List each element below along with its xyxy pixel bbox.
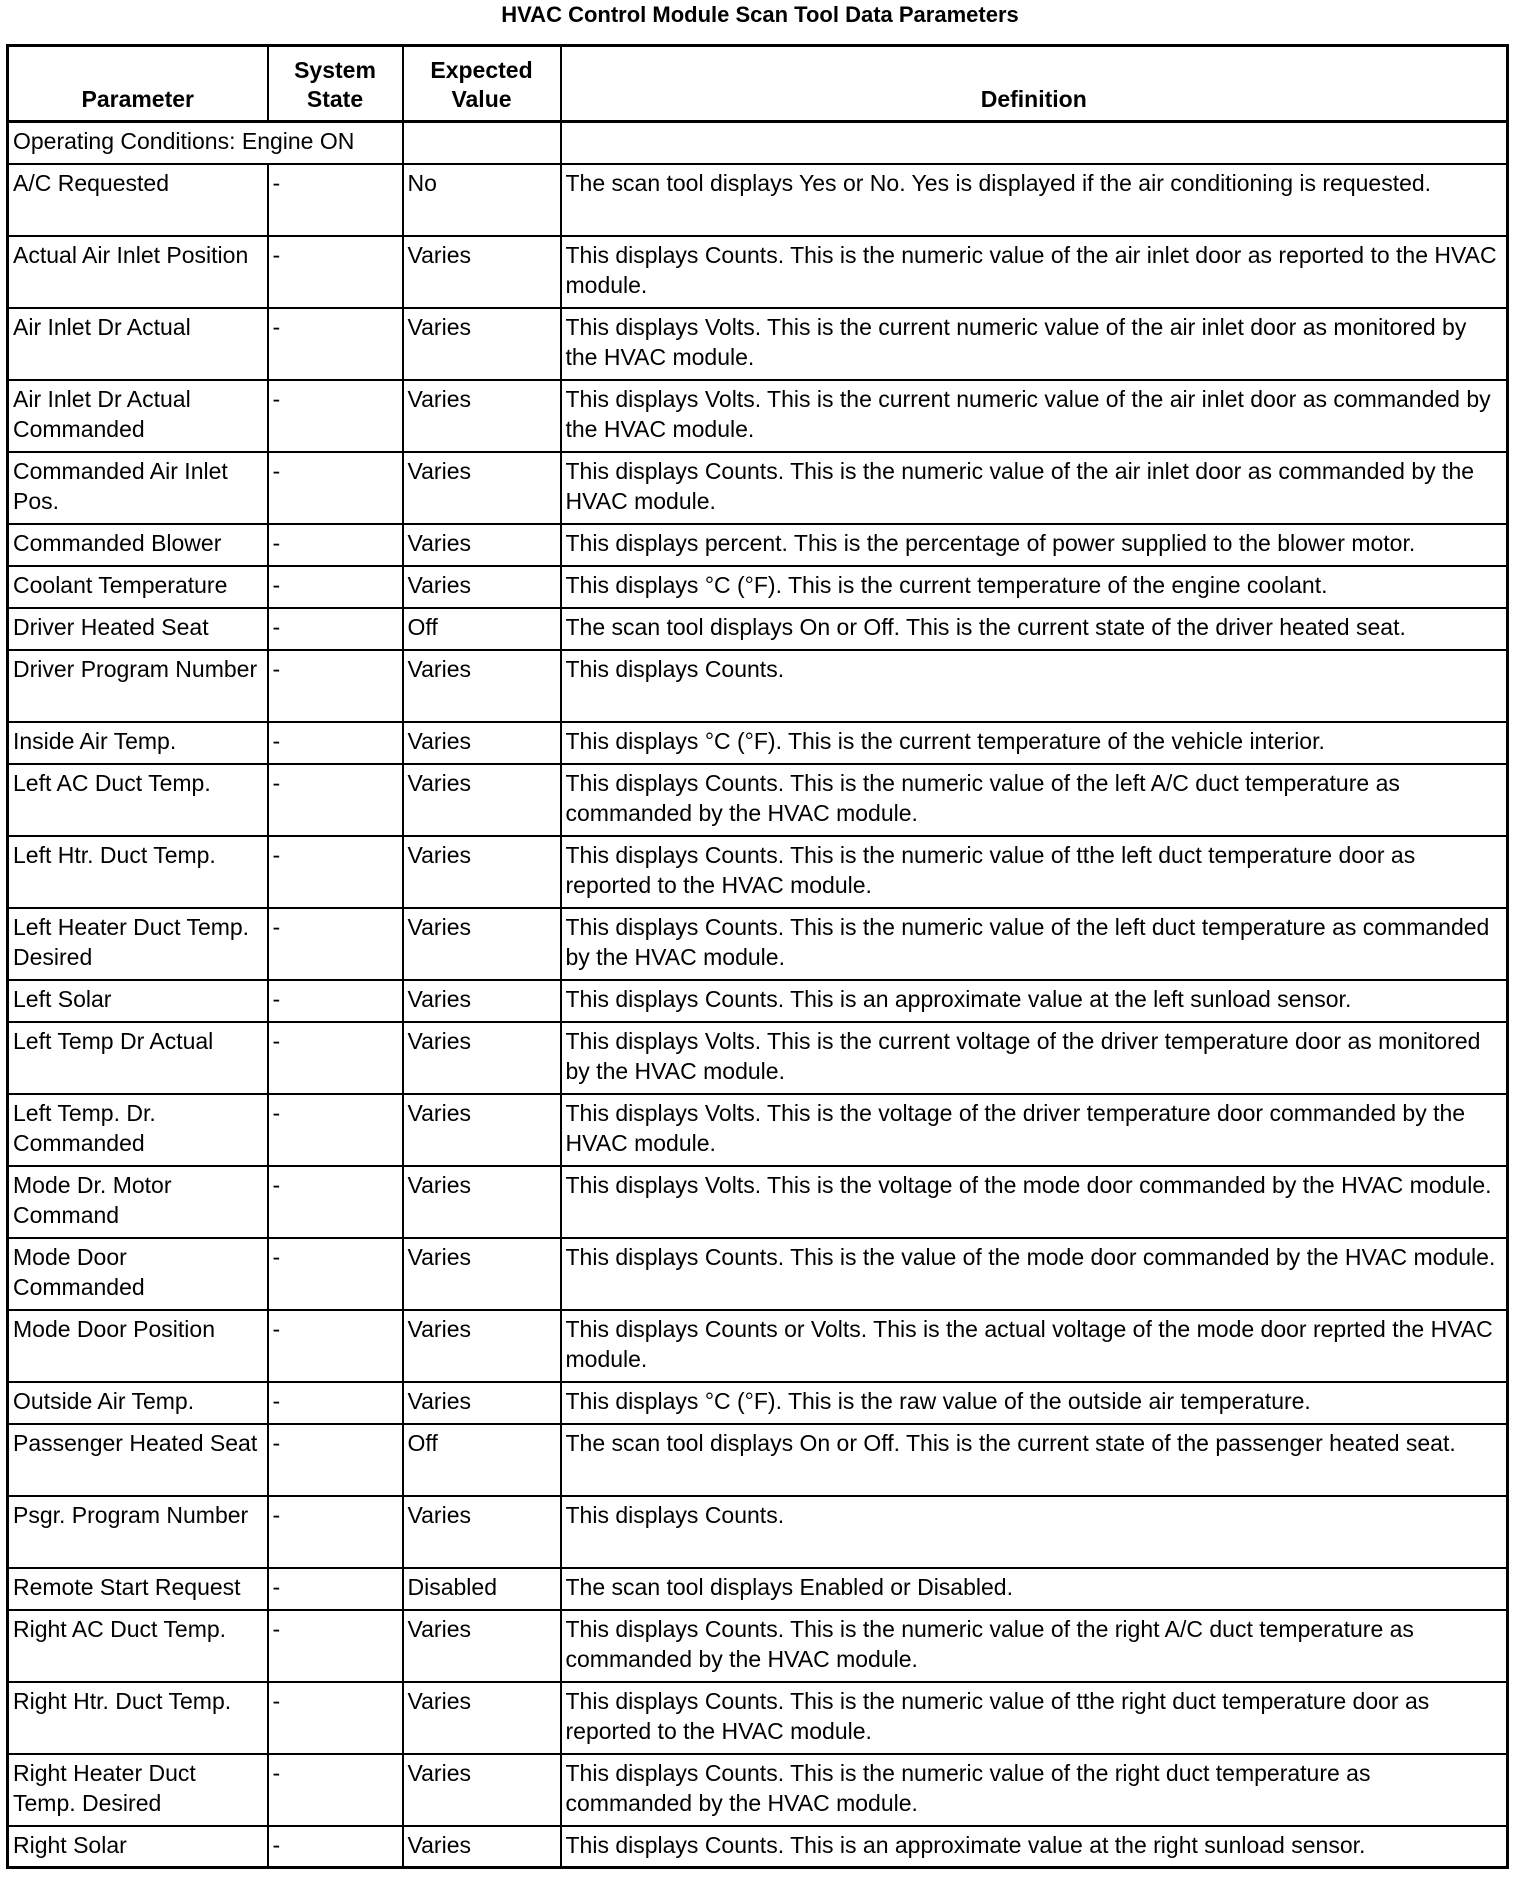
system-state-cell: - [268,524,403,566]
system-state-cell: - [268,908,403,980]
parameter-cell: Right Htr. Duct Temp. [8,1682,268,1754]
expected-value-cell: Varies [403,308,561,380]
expected-value-cell: Varies [403,908,561,980]
expected-value-cell: Varies [403,1094,561,1166]
system-state-cell: - [268,164,403,236]
expected-value-cell: Off [403,608,561,650]
definition-cell: This displays percent. This is the percentage of power supplied to the blower motor. [561,524,1508,566]
table-row [8,1496,1508,1568]
section-empty-cell [561,122,1508,164]
expected-value-cell: Varies [403,980,561,1022]
parameter-cell: Right Heater Duct Temp. Desired [8,1754,268,1826]
parameter-cell: A/C Requested [8,164,268,236]
parameter-cell: Remote Start Request [8,1568,268,1610]
expected-value-cell: Varies [403,1496,561,1568]
definition-cell: This displays Volts. This is the current numeric value of the air inlet door as monitored by the HVAC module. [561,308,1508,380]
parameter-cell: Psgr. Program Number [8,1496,268,1568]
table-row [8,236,1508,308]
table-row [8,1382,1508,1424]
table-row [8,608,1508,650]
expected-value-cell: Disabled [403,1568,561,1610]
parameter-cell: Air Inlet Dr Actual Commanded [8,380,268,452]
parameter-cell: Driver Heated Seat [8,608,268,650]
parameter-cell: Passenger Heated Seat [8,1424,268,1496]
system-state-cell: - [268,1382,403,1424]
definition-cell: This displays Counts. This is the numeric value of the air inlet door as commanded by the HVAC module. [561,452,1508,524]
parameter-cell: Mode Dr. Motor Command [8,1166,268,1238]
definition-cell: This displays °C (°F). This is the current temperature of the vehicle interior. [561,722,1508,764]
system-state-cell: - [268,1826,403,1868]
definition-cell: This displays Counts. [561,1496,1508,1568]
table-row [8,1610,1508,1682]
system-state-cell: - [268,764,403,836]
expected-value-cell: Varies [403,722,561,764]
system-state-cell: - [268,1238,403,1310]
system-state-cell: - [268,1568,403,1610]
definition-cell: This displays Counts. This is the numeric value of tthe right duct temperature door as reported to the HVAC module. [561,1682,1508,1754]
expected-value-cell: Varies [403,380,561,452]
system-state-cell: - [268,1754,403,1826]
definition-cell: This displays Counts. This is an approximate value at the left sunload sensor. [561,980,1508,1022]
expected-value-cell: Varies [403,1826,561,1868]
document-title: HVAC Control Module Scan Tool Data Parameters [501,2,1019,27]
header-row [8,46,1508,122]
system-state-cell: - [268,1610,403,1682]
header-system-state: System State [268,46,403,122]
expected-value-cell: Varies [403,1166,561,1238]
expected-value-cell: Varies [403,1754,561,1826]
table-row [8,722,1508,764]
parameter-cell: Commanded Air Inlet Pos. [8,452,268,524]
parameter-cell: Left Temp Dr Actual [8,1022,268,1094]
section-empty-cell [403,122,561,164]
definition-cell: This displays Counts. [561,650,1508,722]
system-state-cell: - [268,722,403,764]
table-row [8,164,1508,236]
table-row [8,1310,1508,1382]
definition-cell: The scan tool displays Yes or No. Yes is displayed if the air conditioning is requested. [561,164,1508,236]
system-state-cell: - [268,608,403,650]
expected-value-cell: Varies [403,236,561,308]
definition-cell: This displays Volts. This is the voltage of the mode door commanded by the HVAC module. [561,1166,1508,1238]
expected-value-cell: Varies [403,452,561,524]
parameter-cell: Left Temp. Dr. Commanded [8,1094,268,1166]
expected-value-cell: Varies [403,1382,561,1424]
expected-value-cell: Varies [403,1238,561,1310]
table-row [8,836,1508,908]
system-state-cell: - [268,1424,403,1496]
section-label: Operating Conditions: Engine ON [8,122,403,164]
expected-value-cell: Varies [403,566,561,608]
definition-cell: This displays Counts. This is the numeric value of tthe left duct temperature door as reported to the HVAC module. [561,836,1508,908]
table-row [8,1094,1508,1166]
system-state-cell: - [268,1022,403,1094]
header-definition: Definition [561,46,1508,122]
definition-cell: This displays Volts. This is the current voltage of the driver temperature door as monitored by the HVAC module. [561,1022,1508,1094]
system-state-cell: - [268,380,403,452]
system-state-cell: - [268,650,403,722]
table-row [8,1568,1508,1610]
definition-cell: This displays Counts. This is an approximate value at the right sunload sensor. [561,1826,1508,1868]
parameter-cell: Mode Door Position [8,1310,268,1382]
system-state-cell: - [268,1310,403,1382]
parameter-cell: Right Solar [8,1826,268,1868]
system-state-cell: - [268,1166,403,1238]
parameter-cell: Right AC Duct Temp. [8,1610,268,1682]
table-row [8,650,1508,722]
expected-value-cell: Varies [403,836,561,908]
header-parameter: Parameter [8,46,268,122]
system-state-cell: - [268,1094,403,1166]
parameter-cell: Inside Air Temp. [8,722,268,764]
definition-cell: This displays Counts. This is the numeric value of the air inlet door as reported to the HVAC module. [561,236,1508,308]
expected-value-cell: Off [403,1424,561,1496]
system-state-cell: - [268,452,403,524]
parameter-cell: Air Inlet Dr Actual [8,308,268,380]
parameter-cell: Mode Door Commanded [8,1238,268,1310]
table-row [8,308,1508,380]
parameter-cell: Actual Air Inlet Position [8,236,268,308]
table-row [8,524,1508,566]
expected-value-cell: Varies [403,1310,561,1382]
expected-value-cell: Varies [403,650,561,722]
system-state-cell: - [268,1682,403,1754]
expected-value-cell: Varies [403,1610,561,1682]
table-row [8,1424,1508,1496]
table-row [8,1022,1508,1094]
table-row [8,908,1508,980]
expected-value-cell: Varies [403,524,561,566]
parameter-cell: Commanded Blower [8,524,268,566]
definition-cell: The scan tool displays On or Off. This is the current state of the passenger heated seat. [561,1424,1508,1496]
table-header [8,46,1508,122]
system-state-cell: - [268,836,403,908]
expected-value-cell: No [403,164,561,236]
parameter-cell: Coolant Temperature [8,566,268,608]
expected-value-cell: Varies [403,764,561,836]
section-row [8,122,1508,164]
system-state-cell: - [268,980,403,1022]
definition-cell: This displays Counts. This is the numeric value of the left A/C duct temperature as commanded by the HVAC module. [561,764,1508,836]
definition-cell: This displays Volts. This is the current numeric value of the air inlet door as commanded by the HVAC module. [561,380,1508,452]
definition-cell: This displays Counts. This is the value of the mode door commanded by the HVAC module. [561,1238,1508,1310]
definition-cell: This displays Counts. This is the numeric value of the left duct temperature as commanded by the HVAC module. [561,908,1508,980]
parameter-cell: Left Solar [8,980,268,1022]
parameters-table [6,44,1509,1869]
parameter-cell: Left AC Duct Temp. [8,764,268,836]
expected-value-cell: Varies [403,1022,561,1094]
expected-value-cell: Varies [403,1682,561,1754]
definition-cell: This displays Counts. This is the numeric value of the right duct temperature as commanded by the HVAC module. [561,1754,1508,1826]
definition-cell: This displays °C (°F). This is the current temperature of the engine coolant. [561,566,1508,608]
definition-cell: This displays Volts. This is the voltage of the driver temperature door commanded by the HVAC module. [561,1094,1508,1166]
definition-cell: This displays °C (°F). This is the raw value of the outside air temperature. [561,1382,1508,1424]
table-row [8,1166,1508,1238]
definition-cell: This displays Counts. This is the numeric value of the right A/C duct temperature as commanded by the HVAC module. [561,1610,1508,1682]
table-row [8,1682,1508,1754]
definition-cell: This displays Counts or Volts. This is the actual voltage of the mode door reprted the HVAC module. [561,1310,1508,1382]
table-row [8,566,1508,608]
table-row [8,1754,1508,1826]
table-row [8,380,1508,452]
table-row [8,452,1508,524]
system-state-cell: - [268,566,403,608]
table-row [8,764,1508,836]
table-row [8,1826,1508,1868]
system-state-cell: - [268,1496,403,1568]
parameter-cell: Left Htr. Duct Temp. [8,836,268,908]
parameter-cell: Driver Program Number [8,650,268,722]
system-state-cell: - [268,236,403,308]
table-body [8,122,1508,1868]
definition-cell: The scan tool displays Enabled or Disabled. [561,1568,1508,1610]
parameter-cell: Outside Air Temp. [8,1382,268,1424]
table-row [8,980,1508,1022]
header-expected-value: Expected Value [403,46,561,122]
system-state-cell: - [268,308,403,380]
table-row [8,1238,1508,1310]
parameter-cell: Left Heater Duct Temp. Desired [8,908,268,980]
definition-cell: The scan tool displays On or Off. This is the current state of the driver heated seat. [561,608,1508,650]
